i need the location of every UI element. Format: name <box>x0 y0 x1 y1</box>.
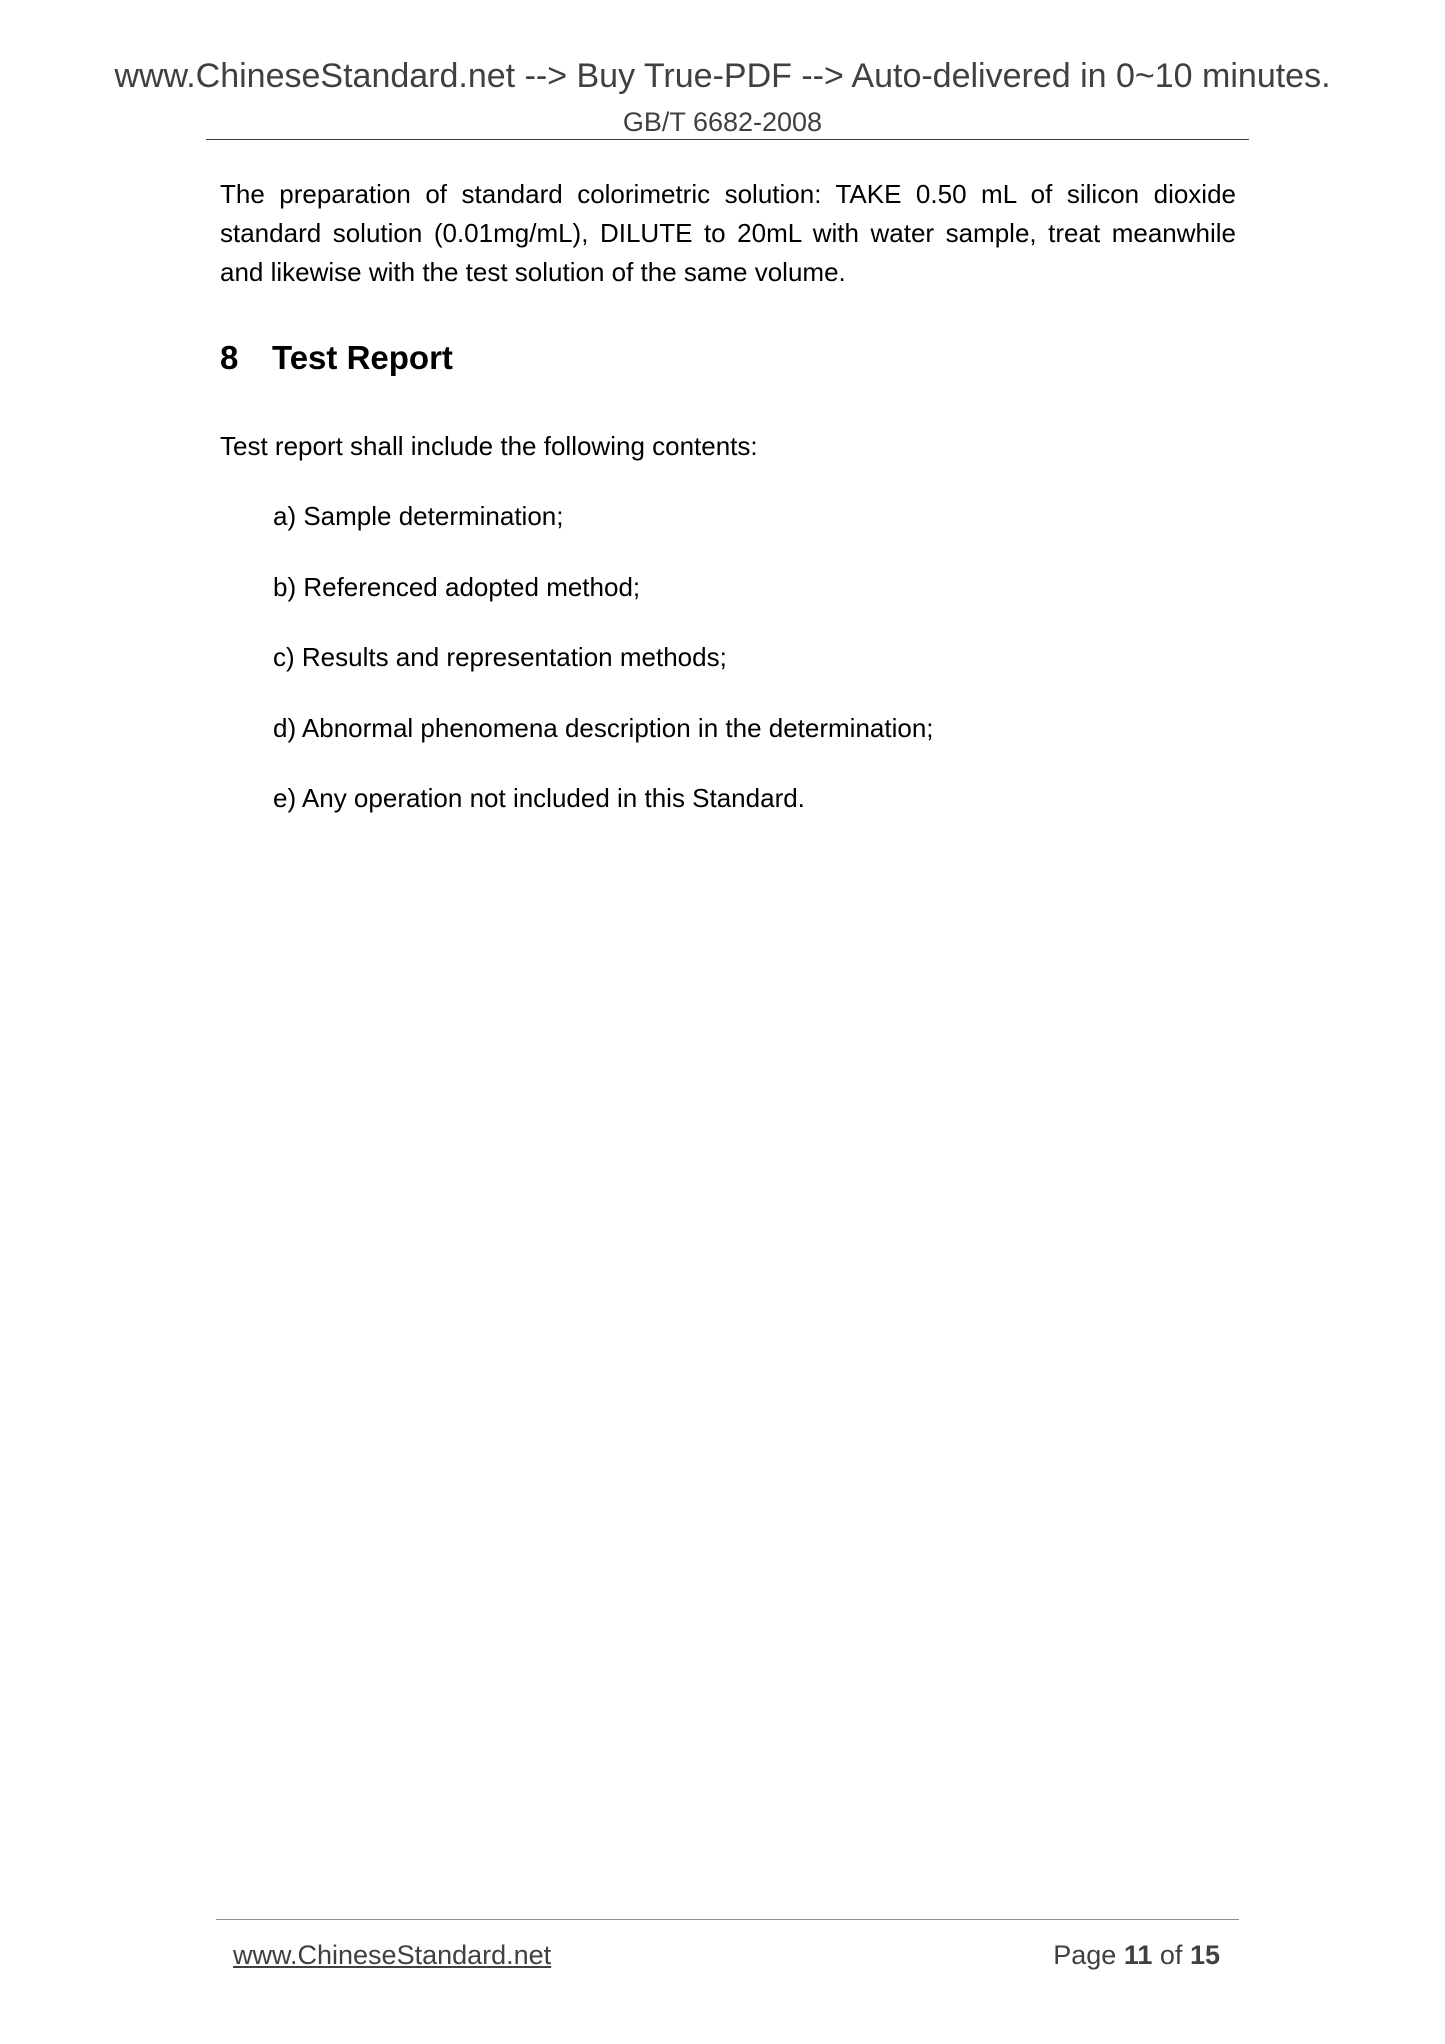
page-of-label: of <box>1159 1940 1183 1970</box>
footer-website-link[interactable]: www.ChineseStandard.net <box>233 1940 552 1970</box>
body-paragraph: The preparation of standard colorimetric solution: TAKE 0.50 mL of silicon dioxide standard solution (0.01mg/mL), DILUTE to 20mL with water sample, treat meanwhile and likewise with the test solution of the same volume. <box>220 179 1236 287</box>
header-divider <box>206 139 1249 140</box>
list-item: b) Referenced adopted method; <box>273 571 641 602</box>
section-heading <box>220 336 453 380</box>
page-total: 15 <box>1189 1940 1220 1970</box>
section-title: Test Report <box>272 339 453 376</box>
footer-divider <box>216 1919 1239 1920</box>
page-label: Page <box>1053 1940 1117 1970</box>
list-item: d) Abnormal phenomena description in the determination; <box>273 712 934 743</box>
document-code: GB/T 6682-2008 <box>622 107 823 137</box>
page-current: 11 <box>1123 1940 1153 1970</box>
list-item: e) Any operation not included in this Standard. <box>273 783 805 813</box>
intro-text: Test report shall include the following contents: <box>220 431 758 461</box>
section-number: 8 <box>220 339 239 376</box>
page-number <box>1053 1938 1220 1972</box>
list-item: c) Results and representation methods; <box>273 642 727 672</box>
header-banner: www.ChineseStandard.net --> Buy True-PDF --> Auto-delivered in 0~10 minutes. <box>114 57 1331 95</box>
report-contents-list <box>273 498 934 851</box>
list-item: a) Sample determination; <box>273 501 564 531</box>
